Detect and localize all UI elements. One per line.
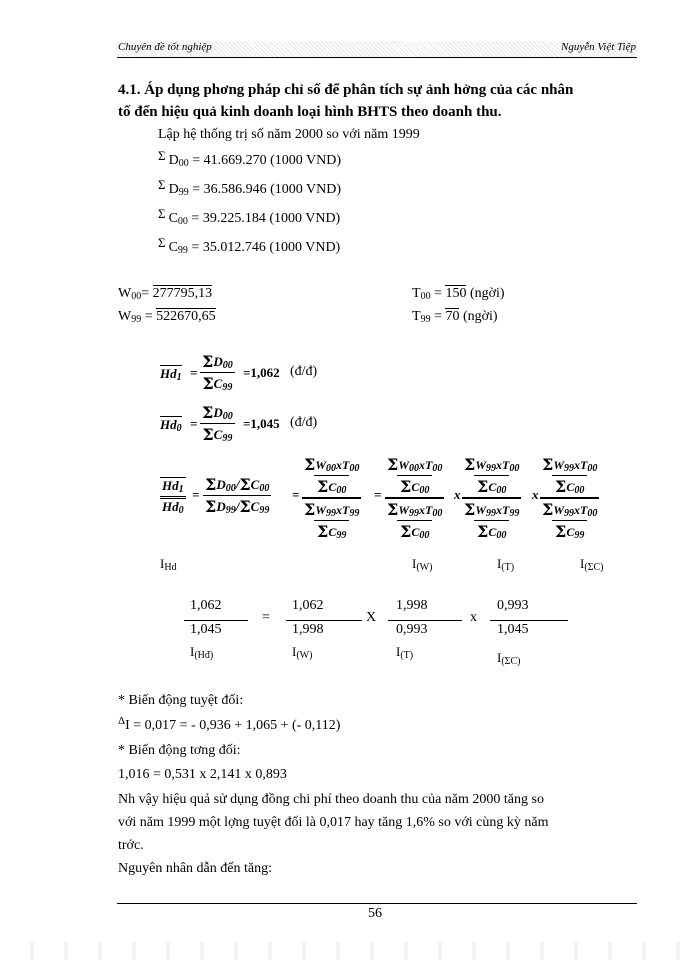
ratio-hd1-hd0: $\frac{Hd_1}{Hd_0}$ [162, 478, 184, 516]
numeric-f1-den: 1,045 [190, 622, 222, 637]
numeric-f2-den: 1,998 [292, 622, 324, 637]
index-label-hd: $I_{Hd}$ [160, 556, 177, 573]
section-title-line2: tố đến hiệu quả kinh doanh loại hình BHTS theo doanh thu. [118, 104, 502, 120]
paragraph-line-1: Nh vậy hiệu quả sử dụng đồng chi phí theo doanh thu của năm 2000 tăng so [118, 792, 544, 807]
sum-c00: Σ $C_{00} = 39.225.184$ (1000 VND) [158, 206, 341, 227]
hd0-label: $Hd_0$ [160, 417, 182, 434]
header-left: Chuyên đề tốt nghiệp [118, 41, 212, 53]
decomp-eq-2: = [292, 487, 300, 502]
header-right: Nguyễn Việt Tiệp [561, 41, 636, 53]
avg-t99: $T_{99} = 70$ (ngời) [412, 309, 498, 325]
numeric-label-1: $I_{(Hđ)}$ [190, 644, 214, 661]
rel-change-heading: * Biến động tơng đối: [118, 743, 241, 758]
hd1-label: $Hd_1$ [160, 366, 182, 383]
stacked-fraction-1: $\Sigma W_{00}xT_{00}$ $\Sigma C_{00}$ $\Sigma W_{99}xT_{99}$ $\Sigma C_{99}$ [304, 455, 360, 541]
sum-c99: Σ $C_{99} = 35.012.746$ (1000 VND) [158, 235, 341, 256]
hd1-eq: = [190, 365, 198, 380]
numeric-f3-num: 1,998 [396, 598, 428, 613]
sum-d00: Σ $D_{00} = 41.669.270$ (1000 VND) [158, 148, 342, 169]
hd1-unit: (đ/đ) [290, 364, 318, 379]
index-label-w: $I_{(W)}$ [412, 556, 433, 573]
index-label-c: $I_{(\Sigma C)}$ [580, 556, 604, 573]
hd0-unit: (đ/đ) [290, 415, 318, 430]
numeric-f3-bar [388, 620, 462, 621]
index-label-t: $I_{(T)}$ [497, 556, 515, 573]
avg-t00: $T_{00} = 150$ (ngời) [412, 286, 505, 302]
numeric-label-2: $I_{(W)}$ [292, 644, 313, 661]
decomp-eq-3: = [374, 487, 382, 502]
footer-rule [117, 903, 637, 904]
page-number: 56 [368, 906, 382, 921]
decomp-times-2: x [532, 487, 539, 502]
rel-change-equation: 1,016 = 0,531 x 2,141 x 0,893 [118, 767, 287, 782]
numeric-eq: = [262, 610, 270, 625]
stacked-fraction-3: $\Sigma W_{99}xT_{00}$ $\Sigma C_{00}$ $\Sigma W_{99}xT_{99}$ $\Sigma C_{00}$ [464, 455, 520, 541]
numeric-f2-bar [286, 620, 362, 621]
paragraph-line-2: với năm 1999 một lợng tuyệt đối là 0,017 hay tăng 1,6% so với cùng kỳ năm [118, 815, 549, 830]
numeric-f3-den: 0,993 [396, 622, 428, 637]
hd1-fraction: $\Sigma D_{00}$ $\Sigma C_{99}$ [202, 352, 233, 393]
numeric-f2-num: 1,062 [292, 598, 324, 613]
stacked-fraction-2: $\Sigma W_{00}xT_{00}$ $\Sigma C_{00}$ $\Sigma W_{99}xT_{00}$ $\Sigma C_{00}$ [387, 455, 443, 541]
numeric-f1-num: 1,062 [190, 598, 222, 613]
hd0-eq: = [190, 416, 198, 431]
stacked-fraction-4: $\Sigma W_{99}xT_{00}$ $\Sigma C_{00}$ $\Sigma W_{99}xT_{00}$ $\Sigma C_{99}$ [542, 455, 598, 541]
numeric-f1-bar [184, 620, 248, 621]
hd0-fraction: $\Sigma D_{00}$ $\Sigma C_{99}$ [202, 403, 233, 444]
sum-d99: Σ $D_{99} = 36.586.946$ (1000 VND) [158, 177, 342, 198]
numeric-f4-bar [490, 620, 568, 621]
section-title-line1: 4.1. Áp dụng phơng pháp chỉ số để phân tích sự ảnh hởng của các nhân [118, 82, 574, 98]
numeric-f4-num: 0,993 [497, 598, 529, 613]
ratio-sum-d-over-c: $\Sigma D_{00}/\Sigma C_{00}$ $\Sigma D_{99}/\Sigma C_{99}$ [205, 475, 270, 516]
numeric-label-4: $I_{(\Sigma C)}$ [497, 650, 521, 667]
numeric-times-1: X [366, 610, 377, 625]
cause-heading: Nguyên nhân dẫn đến tăng: [118, 861, 272, 876]
numeric-f4-den: 1,045 [497, 622, 529, 637]
abs-change-heading: * Biến động tuyệt đối: [118, 693, 244, 708]
intro-text: Lập hệ thống trị số năm 2000 so với năm 1999 [158, 127, 420, 142]
avg-w99: $W_{99} = 522670,65$ [118, 309, 216, 325]
decomp-eq-1: = [192, 487, 200, 502]
paragraph-line-3: trớc. [118, 838, 144, 853]
hd0-result: =1,045 [243, 416, 280, 431]
numeric-times-2: x [470, 610, 477, 625]
decomp-times-1: x [454, 487, 461, 502]
avg-w00: $W_{00}= 277795,13$ [118, 286, 213, 302]
numeric-label-3: $I_{(T)}$ [396, 644, 414, 661]
abs-change-equation: $^\Delta$I = 0,017 = - 0,936 + 1,065 + (- 0,112) [118, 715, 341, 733]
hd1-result: =1,062 [243, 365, 280, 380]
bottom-band [0, 942, 700, 960]
